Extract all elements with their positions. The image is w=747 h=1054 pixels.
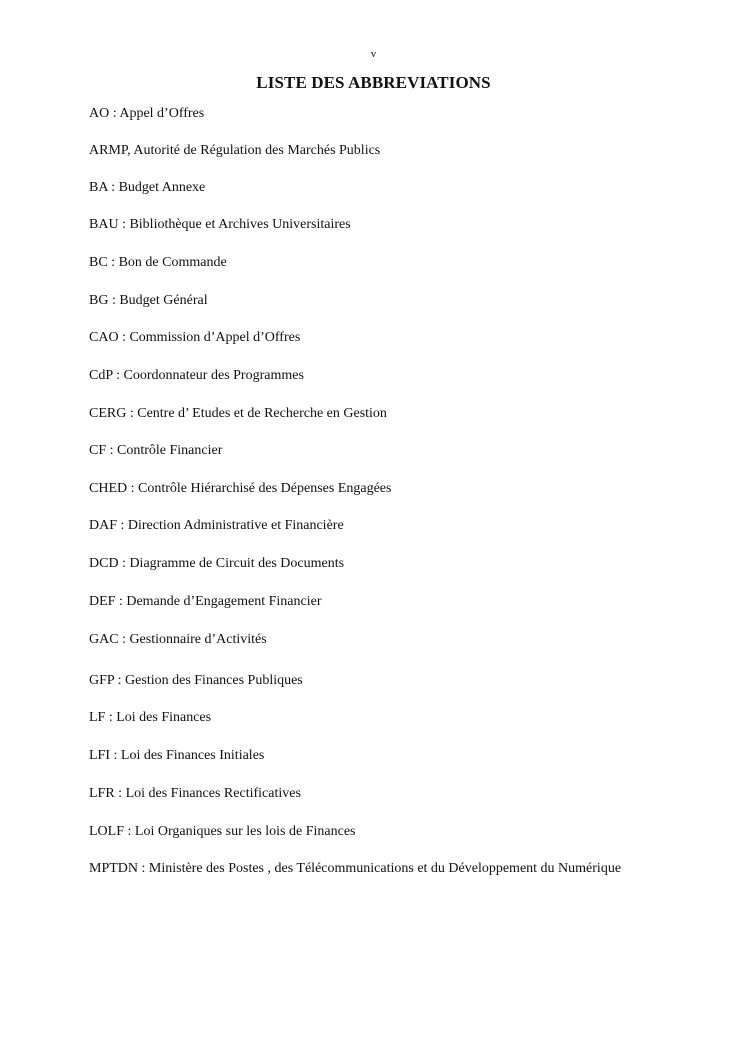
abbreviation-entry-armp: ARMP, Autorité de Régulation des Marchés Publics xyxy=(89,143,381,158)
abbreviation-entry-lfr: LFR : Loi des Finances Rectificatives xyxy=(89,786,301,801)
abbreviation-entry-daf: DAF : Direction Administrative et Financière xyxy=(89,518,344,533)
abbreviation-entry-cf: CF : Contrôle Financier xyxy=(89,443,223,458)
abbreviation-entry-cdp: CdP : Coordonnateur des Programmes xyxy=(89,368,304,383)
abbreviation-entry-lf: LF : Loi des Finances xyxy=(89,710,212,725)
abbreviation-entry-ao: AO : Appel d’Offres xyxy=(89,106,205,121)
abbreviation-entry-gac: GAC : Gestionnaire d’Activités xyxy=(89,632,267,647)
abbreviation-entry-lfi: LFI : Loi des Finances Initiales xyxy=(89,748,265,763)
abbreviation-entry-gfp: GFP : Gestion des Finances Publiques xyxy=(89,673,303,688)
page-title: LISTE DES ABBREVIATIONS xyxy=(256,73,491,92)
abbreviation-entry-ba: BA : Budget Annexe xyxy=(89,180,206,195)
abbreviation-entry-bg: BG : Budget Général xyxy=(89,293,208,308)
abbreviation-entry-dcd: DCD : Diagramme de Circuit des Documents xyxy=(89,556,345,571)
abbreviation-entry-cao: CAO : Commission d’Appel d’Offres xyxy=(89,330,301,345)
abbreviation-entry-lolf: LOLF : Loi Organiques sur les lois de Finances xyxy=(89,824,356,839)
abbreviation-entry-mptdn: MPTDN : Ministère des Postes , des Télécommunications et du Développement du Numérique xyxy=(89,861,622,876)
abbreviation-entry-bc: BC : Bon de Commande xyxy=(89,255,227,270)
abbreviation-entry-def: DEF : Demande d’Engagement Financier xyxy=(89,594,322,609)
abbreviation-entry-bau: BAU : Bibliothèque et Archives Universitaires xyxy=(89,217,351,232)
page-number: v xyxy=(370,48,377,60)
abbreviation-entry-ched: CHED : Contrôle Hiérarchisé des Dépenses Engagées xyxy=(89,481,392,496)
abbreviation-entry-cerg: CERG : Centre d’ Etudes et de Recherche en Gestion xyxy=(89,406,387,421)
